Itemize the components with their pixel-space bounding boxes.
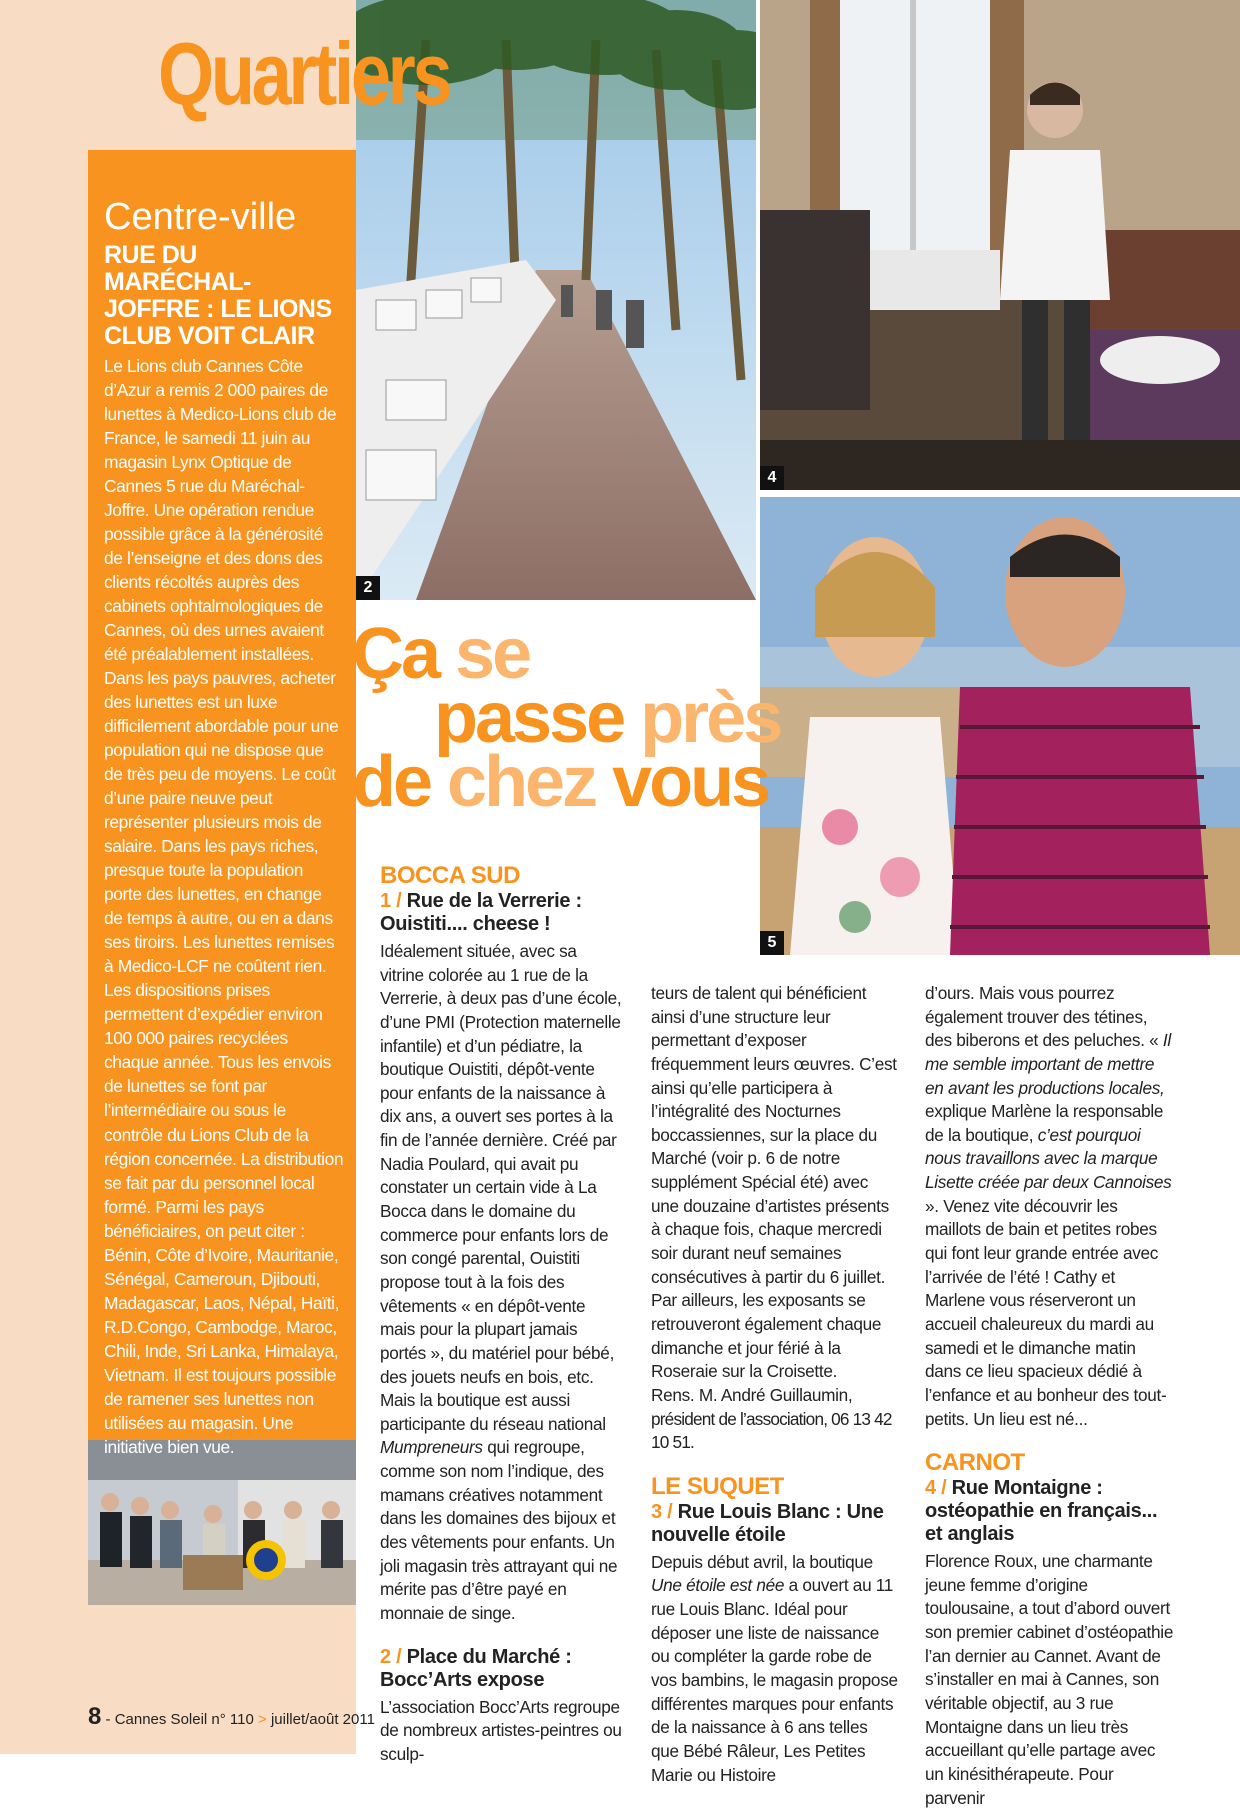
article-1-body [380, 940, 624, 1626]
article-3-body [651, 1551, 899, 1787]
contact-line-2: président de l’association, 06 13 42 10 51. [651, 1408, 892, 1453]
photo-4-osteopath [760, 0, 1240, 490]
article-number: 4 / [925, 1477, 947, 1500]
sidebar-kicker: Centre-ville [104, 196, 297, 238]
body-text: ». Venez vite découvrir les maillots de bain et petites robes qui font leur grande entrée avec l’arrivée de l’été ! Cathy et Marlene vous réserveront un accueil chaleureux du mardi au samedi et le dimanche matin dans ce lieu spacieux dédié à l’enfance et au bonheur des tout-petits. Un lieu est né... [925, 1195, 1167, 1429]
article-2-continuation: teurs de talent qui bénéficient ainsi d’une structure leur permettant d’exposer fréquemment leurs œuvres. C’est ainsi qu’elle participera à l’intégralité des Nocturnes boccassiennes, sur la place du Marché (voir p. 6 de notre supplément Spécial été) avec une douzaine d’artistes présents à chaque fois, chaque mercredi soir durant neuf semaines consécutives à partir du 6 juillet. Par ailleurs, les exposants se retrouveront également chaque dimanche et jour férié à la Roseraie sur la Croisette. [651, 983, 897, 1382]
body-emphasis: Mumpreneurs [380, 1437, 483, 1458]
page-margin-band [0, 0, 88, 1754]
article-title-text: Rue Montaigne : ostéopathie en français... et anglais [925, 1477, 1158, 1546]
title-word: chez [447, 742, 613, 822]
rubric-bocca-sud: BOCCA SUD [380, 862, 520, 889]
body-text: Depuis début avril, la boutique [651, 1551, 873, 1572]
article-column-2 [380, 864, 624, 1767]
spacer [380, 1626, 624, 1646]
issue-date: juillet/août 2011 [266, 1711, 375, 1728]
article-3-title [651, 1501, 899, 1547]
sidebar-headline: RUE DU MARÉCHAL-JOFFRE : LE LIONS CLUB VOIT CLAIR [104, 241, 332, 350]
title-word: de [352, 742, 448, 822]
page-number: 8 [88, 1703, 102, 1730]
article-number: 2 / [380, 1645, 402, 1668]
rubric-le-suquet: LE SUQUET [651, 1472, 784, 1500]
title-line-2 [352, 678, 781, 758]
article-title-text: Place du Marché : Bocc’Arts expose [380, 1645, 572, 1691]
title-word: près [640, 678, 781, 758]
body-text: a ouvert au 11 rue Louis Blanc. Idéal pour déposer une liste de naissance ou compléter la garde robe de vos bambins, le magasin propose différentes marques pour enfants de la naissance à 6 ans telles que Bébé Râleur, Les Petites Marie ou Histoire [651, 1575, 898, 1785]
sidebar-body: Le Lions club Cannes Côte d’Azur a remis 2 000 paires de lunettes à Medico-Lions club de France, le samedi 11 juin au magasin Lynx Optique de Cannes 5 rue du Maréchal-Joffre. Une opération rendue possible grâce à la générosité de l’enseigne et des dons des clients récoltés auprès des cabinets ophtalmologiques de Cannes, où des urnes avaient été préalablement installées. Dans les pays pauvres, acheter des lunettes est un luxe difficilement abordable pour une population qui ne dispose que de très peu de moyens. Le coût d’une paire neuve peut représenter plusieurs mois de salaire. Dans les pays riches, presque toute la population porte des lunettes, en change de temps à autre, ou en a dans ses tiroirs. Les lunettes remises à Medico-LCF ne coûtent rien. Les dispositions prises permettent d’expédier environ 100 000 paires recyclées chaque année. Tous les envois de lunettes se font par l’intermédiaire ou sous le contrôle du Lions Club de la région concernée. La distribution se fait par du personnel local formé. Parmi les pays bénéficiaires, on peut citer : Bénin, Côte d’Ivoire, Mauritanie, Sénégal, Cameroun, Djibouti, Madagascar, Laos, Népal, Haïti, R.D.Congo, Cambodge, Maroc, Chili, Inde, Sri Lanka, Himalaya, Vietnam. Il est toujours possible de ramener ses lunettes non utilisées au magasin. Une initiative bien vue. [104, 356, 344, 1457]
section-title: Quartiers [158, 24, 450, 123]
article-1-title [380, 890, 624, 936]
body-text: qui regroupe, comme son nom l’indique, des mamans créatives notamment dans les domaines des bijoux et des vêtements pour enfants. Un joli magasin très attrayant qui ne mérite pas d’être payé en monnaie de singe. [380, 1437, 618, 1623]
sidebar-article [88, 150, 356, 1457]
title-word: passe [434, 678, 641, 758]
body-text: explique Marlène la responsable de la boutique, [925, 1101, 1164, 1145]
body-text: d’ours. Mais vous pourrez également trouver des tétines, des biberons et des peluches. « [925, 983, 1163, 1051]
contact-line-1: Rens. M. André Guillaumin, [651, 1384, 853, 1405]
title-word: se [455, 614, 530, 694]
article-title-text: Rue Louis Blanc : Une nouvelle étoile [651, 1500, 884, 1546]
photo-lions-club-group [88, 1440, 356, 1605]
article-2-body: L’association Bocc’Arts regroupe de nombreux artistes-peintres ou sculp- [380, 1696, 622, 1764]
title-word: Ça [352, 614, 456, 694]
article-4-body: Florence Roux, une charmante jeune femme d’origine toulousaine, a tout d’abord ouvert son premier cabinet d’ostéopathie l’an dernier au Cannet. Avant de s’installer en mai à Cannes, son véritable objectif, au 3 rue Montaigne dans un lieu très accueillant qu’elle partage avec un kinésithérapeute. Pour parvenir [925, 1551, 1174, 1808]
body-text: Idéalement située, avec sa vitrine colorée au 1 rue de la Verrerie, à deux pas d’une école, d’une PMI (Protection maternelle infantile) et d’un pédiatre, la boutique Ouistiti, dépôt-vente pour enfants de la naissance à dix ans, a ouvert ses portes à la fin de l’année dernière. Créé par Nadia Poulard, qui avait pu constater un certain vide à La Bocca dans le domaine du commerce pour enfants lors de son congé parental, Ouistiti propose tout à la fois des vêtements « en dépôt-vente mais pour la plupart jamais portés », du matériel pour bébé, des jouets neufs en bois, etc. Mais la boutique est aussi participante du réseau national [380, 941, 622, 1434]
spacer [925, 1431, 1175, 1451]
body-quote: c’est pourquoi nous travaillons avec la marque Lisette créée par deux Cannoises [925, 1124, 1172, 1193]
rubric-carnot: CARNOT [925, 1449, 1025, 1477]
photo-5-shop-owners [760, 497, 1240, 955]
publication-name: - Cannes Soleil n° 110 [101, 1711, 259, 1728]
body-quote: Il me semble important de mettre en avant les productions locales, [925, 1030, 1171, 1098]
photo-number-badge: 5 [760, 931, 784, 955]
article-number: 1 / [380, 890, 402, 912]
article-column-4 [925, 982, 1175, 1810]
title-line-1 [352, 614, 772, 694]
footer-separator: > [258, 1711, 267, 1728]
article-3-continuation [925, 982, 1175, 1431]
page-footer [88, 1703, 375, 1731]
title-line-3 [352, 742, 772, 822]
article-title-text: Rue de la Verrerie : Ouistiti.... cheese ! [380, 890, 582, 935]
photo-number-badge: 4 [760, 466, 784, 490]
spacer [651, 1455, 899, 1475]
article-number: 3 / [651, 1500, 673, 1523]
article-2-title [380, 1646, 624, 1692]
article-column-3 [651, 982, 899, 1787]
body-emphasis: Une étoile est née [651, 1575, 785, 1596]
article-4-title [925, 1477, 1175, 1546]
photo-number-badge: 2 [356, 576, 380, 600]
title-word: vous [612, 742, 769, 822]
feature-title [352, 614, 781, 822]
